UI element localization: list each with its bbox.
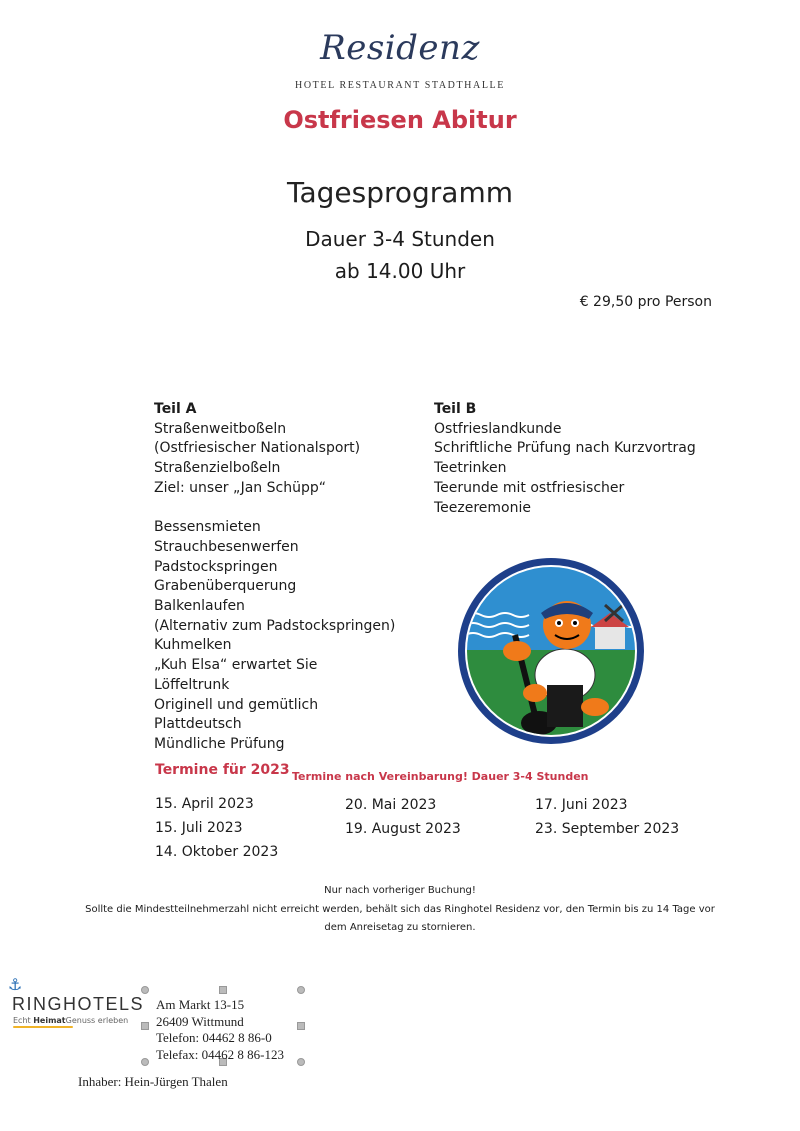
selection-handle[interactable] xyxy=(219,986,227,994)
teil-a-item: Padstockspringen xyxy=(154,558,278,575)
anchor-icon: ⚓ xyxy=(8,975,23,994)
teil-a-item: Straßenzielboßeln xyxy=(154,460,281,477)
teil-b-heading: Teil B xyxy=(434,401,477,417)
termin-date: 17. Juni 2023 xyxy=(535,797,628,813)
teil-a-section xyxy=(154,400,395,755)
cancellation-note: Sollte die Mindestteilnehmerzahl nicht erreicht werden, behält sich das Ringhotel Residenz vor, den Termin bis zu 14 Tage vor xyxy=(85,904,715,915)
termine-heading: Termine für 2023 xyxy=(155,762,290,778)
address-city: 26409 Wittmund xyxy=(156,1013,244,1029)
digging-man-emblem-icon xyxy=(455,555,647,747)
teil-a-item: „Kuh Elsa“ erwartet Sie xyxy=(154,657,318,674)
ringhotels-logo: RINGHOTELS xyxy=(12,994,145,1014)
teil-a-item: (Alternativ zum Padstockspringen) xyxy=(154,617,396,634)
teil-a-item: Strauchbesenwerfen xyxy=(154,538,299,555)
teil-a-item: Originell und gemütlich xyxy=(154,696,319,713)
teil-a-heading: Teil A xyxy=(154,401,197,417)
teil-a-item: Bessensmieten xyxy=(154,519,261,536)
slogan-underline xyxy=(13,1026,73,1028)
booking-note: Nur nach vorheriger Buchung! xyxy=(324,885,476,896)
address-block[interactable] xyxy=(156,997,284,1063)
teil-b-item: Ostfrieslandkunde xyxy=(434,420,562,437)
teil-a-item: Kuhmelken xyxy=(154,637,232,654)
selection-handle[interactable] xyxy=(297,986,305,994)
address-street: Am Markt 13-15 xyxy=(156,997,245,1012)
termin-date: 20. Mai 2023 xyxy=(345,797,437,813)
selection-handle[interactable] xyxy=(141,1058,149,1066)
teil-a-item: Straßenweitboßeln xyxy=(154,420,287,437)
termin-date: 15. Juli 2023 xyxy=(155,820,243,836)
teil-b-item: Teetrinken xyxy=(434,460,507,477)
teil-a-item: Balkenlaufen xyxy=(154,598,245,615)
teil-b-item: Teerunde mit ostfriesischer xyxy=(434,479,625,496)
teil-a-item: Grabenüberquerung xyxy=(154,578,297,595)
selection-handle[interactable] xyxy=(297,1058,305,1066)
owner-text: Inhaber: Hein-Jürgen Thalen xyxy=(78,1074,228,1089)
teil-a-item: Mündliche Prüfung xyxy=(154,735,285,752)
residenz-logo: Residenz xyxy=(320,28,480,68)
duration-text: Dauer 3-4 Stunden xyxy=(305,227,495,251)
teil-a-item: Plattdeutsch xyxy=(154,716,242,733)
termin-date: 14. Oktober 2023 xyxy=(155,844,279,860)
address-phone: Telefon: 04462 8 86-0 xyxy=(156,1030,272,1045)
teil-b-item: Schriftliche Prüfung nach Kurzvortrag xyxy=(434,440,696,457)
termin-date: 23. September 2023 xyxy=(535,821,680,837)
selection-handle[interactable] xyxy=(141,986,149,994)
selection-handle[interactable] xyxy=(141,1022,149,1030)
teil-b-section xyxy=(434,400,696,518)
ringhotels-slogan: Echt HeimatGenuss erleben xyxy=(13,1016,129,1025)
address-fax: Telefax: 04462 8 86-123 xyxy=(156,1046,284,1062)
event-title: Ostfriesen Abitur xyxy=(283,106,517,134)
logo-subtitle: HOTEL RESTAURANT STADTHALLE xyxy=(295,80,505,91)
teil-a-item: Löffeltrunk xyxy=(154,676,230,693)
termin-date: 15. April 2023 xyxy=(155,796,254,812)
teil-b-item: Teezeremonie xyxy=(434,499,532,516)
program-title: Tagesprogramm xyxy=(286,176,513,209)
start-time-text: ab 14.00 Uhr xyxy=(334,259,466,283)
teil-a-item: (Ostfriesischer Nationalsport) xyxy=(154,440,361,457)
termin-date: 19. August 2023 xyxy=(345,821,461,837)
termine-note: Termine nach Vereinbarung! Dauer 3-4 Stunden xyxy=(292,770,589,783)
price-text: € 29,50 pro Person xyxy=(579,294,712,310)
teil-a-item: Ziel: unser „Jan Schüpp“ xyxy=(154,479,326,496)
selection-handle[interactable] xyxy=(297,1022,305,1030)
cancellation-note-cont: dem Anreisetag zu stornieren. xyxy=(324,922,476,933)
